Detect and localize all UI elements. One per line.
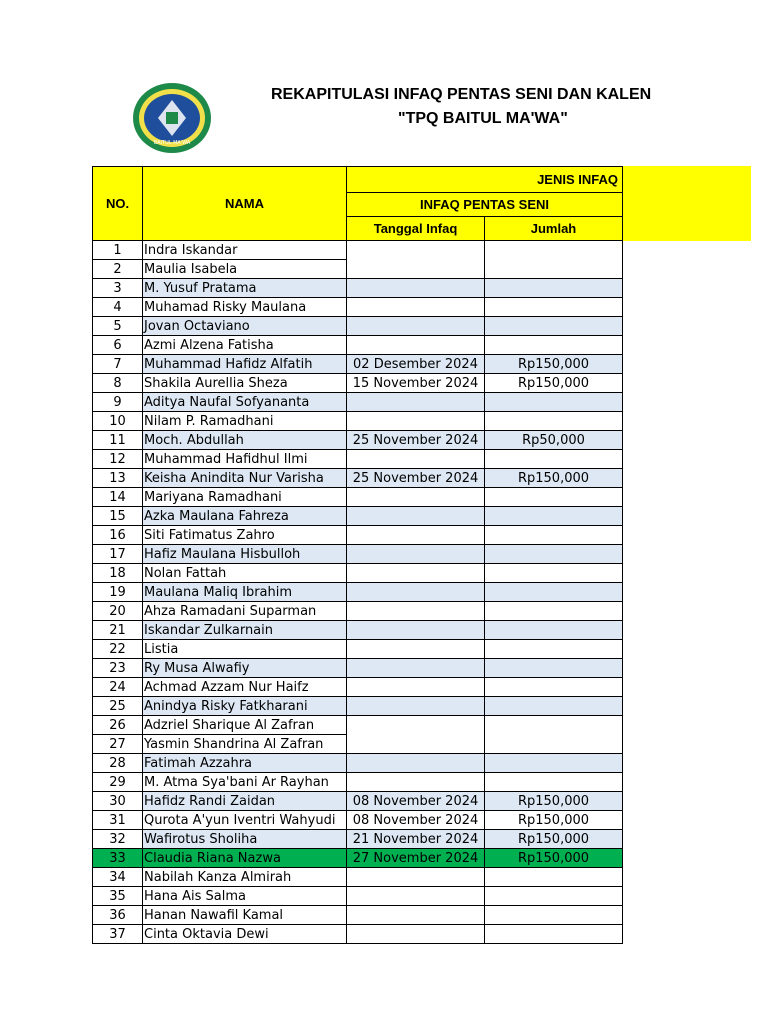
row-jumlah: Rp150,000 [485,792,623,811]
row-tanggal [347,393,485,412]
row-jumlah: Rp150,000 [485,469,623,488]
row-jumlah [485,336,623,355]
row-nama: Anindya Risky Fatkharani [143,697,347,716]
col-no-header: NO. [93,167,143,241]
row-tanggal [347,526,485,545]
row-jumlah [485,602,623,621]
row-tanggal [347,279,485,298]
row-tanggal [347,545,485,564]
row-jumlah: Rp150,000 [485,374,623,393]
row-tanggal [347,564,485,583]
row-jumlah [485,621,623,640]
row-nama: Indra Iskandar [143,241,347,260]
table-row [93,640,623,659]
row-nama: Listia [143,640,347,659]
row-nama: Maulana Maliq Ibrahim [143,583,347,602]
row-number: 29 [93,773,143,792]
table-row [93,450,623,469]
row-nama: Shakila Aurellia Sheza [143,374,347,393]
row-jumlah [485,279,623,298]
row-jumlah [485,678,623,697]
logo-text: BAITUL MA'WA [153,140,191,146]
table-row [93,621,623,640]
table-row [93,583,623,602]
row-number: 23 [93,659,143,678]
table-row [93,298,623,317]
row-jumlah [485,393,623,412]
group-jenis-infaq: JENIS INFAQ [347,167,623,193]
row-jumlah [485,412,623,431]
row-number: 5 [93,317,143,336]
row-jumlah [485,697,623,716]
row-nama: Iskandar Zulkarnain [143,621,347,640]
row-jumlah [485,868,623,887]
row-nama: Hafidz Randi Zaidan [143,792,347,811]
row-tanggal [347,640,485,659]
table-row [93,507,623,526]
table-row [93,412,623,431]
row-jumlah: Rp150,000 [485,811,623,830]
tpq-logo [132,82,212,154]
col-jumlah-header: Jumlah [485,217,623,241]
row-number: 7 [93,355,143,374]
row-number: 1 [93,241,143,260]
row-number: 4 [93,298,143,317]
row-nama: Keisha Anindita Nur Varisha [143,469,347,488]
row-tanggal [347,887,485,906]
table-row [93,336,623,355]
row-nama: Moch. Abdullah [143,431,347,450]
row-jumlah [485,925,623,944]
row-nama: M. Yusuf Pratama [143,279,347,298]
row-tanggal [347,583,485,602]
row-nama: Achmad Azzam Nur Haifz [143,678,347,697]
group-infaq-pentas-seni: INFAQ PENTAS SENI [347,193,623,217]
row-tanggal [347,906,485,925]
row-jumlah [485,773,623,792]
row-number: 22 [93,640,143,659]
table-row [93,241,623,260]
row-nama: Hanan Nawafil Kamal [143,906,347,925]
row-number: 27 [93,735,143,754]
row-tanggal [347,241,485,279]
row-nama: Ry Musa Alwafiy [143,659,347,678]
row-number: 30 [93,792,143,811]
table-row [93,716,623,735]
row-nama: Cinta Oktavia Dewi [143,925,347,944]
row-number: 10 [93,412,143,431]
row-tanggal [347,488,485,507]
row-number: 3 [93,279,143,298]
row-number: 2 [93,260,143,279]
table-row [93,374,623,393]
infaq-table [92,166,623,944]
row-jumlah: Rp150,000 [485,830,623,849]
table-row [93,279,623,298]
row-tanggal [347,298,485,317]
table-row [93,887,623,906]
row-tanggal [347,773,485,792]
row-jumlah [485,488,623,507]
row-jumlah [485,640,623,659]
row-jumlah [485,716,623,754]
row-nama: Wafirotus Sholiha [143,830,347,849]
row-nama: Qurota A'yun Iventri Wahyudi [143,811,347,830]
row-number: 18 [93,564,143,583]
row-tanggal [347,678,485,697]
row-number: 32 [93,830,143,849]
row-tanggal [347,507,485,526]
row-tanggal [347,336,485,355]
row-nama: Aditya Naufal Sofyananta [143,393,347,412]
row-jumlah [485,906,623,925]
table-row [93,355,623,374]
row-nama: Hafiz Maulana Hisbulloh [143,545,347,564]
report-title: REKAPITULASI INFAQ PENTAS SENI DAN KALEN [271,86,652,103]
row-tanggal [347,754,485,773]
row-number: 21 [93,621,143,640]
col-nama-header: NAMA [143,167,347,241]
row-nama: Nolan Fattah [143,564,347,583]
row-tanggal: 25 November 2024 [347,469,485,488]
row-tanggal [347,317,485,336]
row-jumlah [485,754,623,773]
table-row [93,792,623,811]
row-jumlah [485,241,623,279]
row-number: 28 [93,754,143,773]
row-number: 15 [93,507,143,526]
row-number: 14 [93,488,143,507]
row-number: 25 [93,697,143,716]
row-tanggal [347,697,485,716]
row-number: 13 [93,469,143,488]
row-tanggal: 27 November 2024 [347,849,485,868]
row-jumlah: Rp150,000 [485,849,623,868]
table-row [93,868,623,887]
row-nama: Yasmin Shandrina Al Zafran [143,735,347,754]
row-nama: Hana Ais Salma [143,887,347,906]
row-number: 20 [93,602,143,621]
row-number: 33 [93,849,143,868]
row-jumlah [485,298,623,317]
table-row [93,393,623,412]
row-number: 17 [93,545,143,564]
table-row [93,697,623,716]
row-jumlah [485,545,623,564]
row-nama: Nilam P. Ramadhani [143,412,347,431]
row-jumlah [485,887,623,906]
table-row [93,754,623,773]
table-row [93,925,623,944]
table-row [93,488,623,507]
row-number: 6 [93,336,143,355]
row-tanggal [347,412,485,431]
table-row [93,564,623,583]
row-nama: Mariyana Ramadhani [143,488,347,507]
row-nama: Fatimah Azzahra [143,754,347,773]
table-body [93,241,623,944]
header-yellow-extension [622,166,751,241]
row-number: 26 [93,716,143,735]
report-subtitle: "TPQ BAITUL MA'WA" [398,110,568,127]
table-row [93,906,623,925]
row-jumlah [485,659,623,678]
row-jumlah [485,317,623,336]
row-nama: Muhammad Hafidhul Ilmi [143,450,347,469]
row-nama: Maulia Isabela [143,260,347,279]
row-number: 34 [93,868,143,887]
table-row [93,602,623,621]
table-row [93,469,623,488]
row-nama: Siti Fatimatus Zahro [143,526,347,545]
row-nama: Muhamad Risky Maulana [143,298,347,317]
row-nama: M. Atma Sya'bani Ar Rayhan [143,773,347,792]
row-jumlah [485,583,623,602]
row-nama: Azka Maulana Fahreza [143,507,347,526]
row-tanggal [347,716,485,754]
row-number: 19 [93,583,143,602]
row-nama: Ahza Ramadani Suparman [143,602,347,621]
row-nama: Muhammad Hafidz Alfatih [143,355,347,374]
row-tanggal [347,868,485,887]
row-jumlah: Rp150,000 [485,355,623,374]
row-jumlah [485,526,623,545]
table-row [93,678,623,697]
row-number: 31 [93,811,143,830]
table-row [93,317,623,336]
row-nama: Azmi Alzena Fatisha [143,336,347,355]
row-tanggal [347,602,485,621]
row-number: 24 [93,678,143,697]
row-number: 9 [93,393,143,412]
row-tanggal: 21 November 2024 [347,830,485,849]
row-jumlah: Rp50,000 [485,431,623,450]
row-number: 37 [93,925,143,944]
table-row [93,659,623,678]
row-tanggal: 15 November 2024 [347,374,485,393]
row-number: 12 [93,450,143,469]
col-tanggal-header: Tanggal Infaq [347,217,485,241]
row-tanggal: 25 November 2024 [347,431,485,450]
table-row [93,545,623,564]
row-number: 16 [93,526,143,545]
row-number: 8 [93,374,143,393]
row-number: 11 [93,431,143,450]
table-row [93,431,623,450]
table-row [93,830,623,849]
table-row [93,526,623,545]
row-tanggal [347,621,485,640]
row-tanggal [347,925,485,944]
row-nama: Adzriel Sharique Al Zafran [143,716,347,735]
table-row [93,773,623,792]
row-tanggal [347,659,485,678]
row-nama: Nabilah Kanza Almirah [143,868,347,887]
row-nama: Jovan Octaviano [143,317,347,336]
table-row [93,849,623,868]
row-tanggal: 08 November 2024 [347,792,485,811]
row-tanggal: 02 Desember 2024 [347,355,485,374]
row-number: 35 [93,887,143,906]
row-jumlah [485,450,623,469]
row-number: 36 [93,906,143,925]
table-row [93,811,623,830]
row-tanggal [347,450,485,469]
row-jumlah [485,564,623,583]
row-tanggal: 08 November 2024 [347,811,485,830]
row-jumlah [485,507,623,526]
row-nama: Claudia Riana Nazwa [143,849,347,868]
